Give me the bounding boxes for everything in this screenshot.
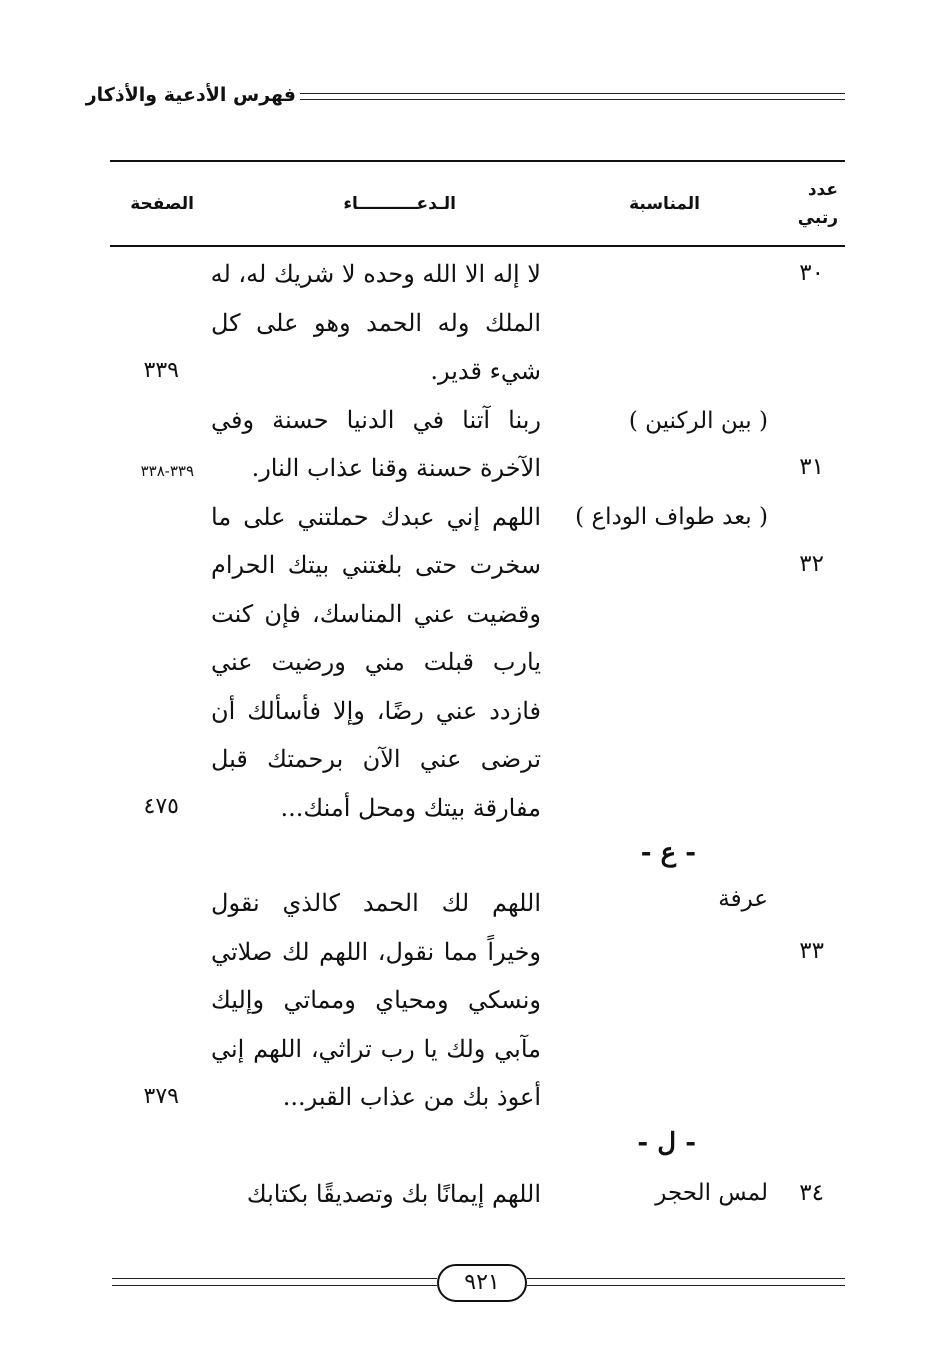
dua-line: لا إله الا الله وحده لا شريك له، له — [210, 260, 541, 288]
entry-page: ٣٣٩-٣٣٨ — [140, 462, 194, 480]
dua-line: يارب قبلت مني ورضيت عني — [211, 648, 541, 676]
dua-line: اللهم إني عبدك حملتني على ما — [211, 502, 541, 531]
entry-page: ٣٧٩ — [143, 1084, 179, 1109]
dua-line: وخيراً مما نقول، اللهم لك صلاتي — [211, 937, 541, 966]
entry-number: ٣٠ — [799, 260, 824, 286]
header-rule-top — [300, 93, 845, 94]
column-header-dua: الـدعــــــــــاء — [343, 194, 456, 214]
dua-line: سخرت حتى بلغتني بيتك الحرام — [211, 551, 541, 579]
running-header-title: فهرس الأدعية والأذكار — [85, 84, 296, 106]
entry-occasion: لمس الحجر — [655, 1180, 768, 1206]
dua-line: اللهم لك الحمد كالذي نقول — [211, 889, 541, 917]
dua-line: وقضيت عني المناسك، فإن كنت — [211, 599, 541, 628]
dua-line: ترضى عني الآن برحمتك قبل — [211, 745, 541, 773]
footer-rule-left-top — [112, 1278, 437, 1279]
dua-line: فازدد عني رضًا، وإلا فأسألك أن — [211, 696, 541, 725]
dua-line: اللهم إيمانًا بك وتصديقًا بكتابك — [246, 1180, 541, 1208]
header-rule-bottom — [300, 99, 845, 100]
dua-line: ربنا آتنا في الدنيا حسنة وفي — [211, 405, 541, 434]
footer-rule-right-top — [527, 1278, 845, 1279]
dua-line: مفارقة بيتك ومحل أمنك... — [280, 793, 541, 822]
section-letter: - ل - — [637, 1128, 696, 1158]
dua-line: أعوذ بك من عذاب القبر... — [282, 1083, 541, 1111]
footer-rule-right-bottom — [527, 1285, 845, 1286]
footer-rule-left-bottom — [112, 1285, 437, 1286]
dua-line: الآخرة حسنة وقنا عذاب النار. — [251, 454, 541, 482]
column-header-occasion: المناسبة — [629, 194, 700, 214]
entry-occasion: ( بعد طواف الوداع ) — [575, 504, 768, 530]
column-header-number-top: عدد — [807, 180, 838, 200]
table-header-rule — [110, 245, 845, 247]
entry-page: ٣٣٩ — [143, 358, 179, 383]
entry-number: ٣٤ — [799, 1180, 824, 1206]
dua-line: مآبي ولك يا رب تراثي، اللهم إني — [211, 1034, 541, 1063]
entry-number: ٣٢ — [799, 551, 824, 577]
column-header-page: الصفحة — [130, 194, 194, 214]
entry-occasion: عرفة — [718, 886, 768, 912]
page-number-badge: ٩٢١ — [437, 1264, 527, 1302]
dua-line: الملك وله الحمد وهو على كل — [211, 308, 541, 337]
table-top-rule — [110, 160, 845, 162]
entry-page: ٤٧٥ — [143, 794, 179, 819]
section-letter: - ع - — [640, 838, 696, 868]
dua-line: شيء قدير. — [430, 357, 541, 385]
column-header-number-bottom: رتبي — [797, 208, 838, 228]
dua-line: ونسكي ومحياي ومماتي وإليك — [211, 986, 541, 1014]
entry-number: ٣١ — [799, 454, 824, 480]
entry-occasion: ( بين الركنين ) — [628, 408, 768, 434]
entry-number: ٣٣ — [799, 938, 824, 964]
